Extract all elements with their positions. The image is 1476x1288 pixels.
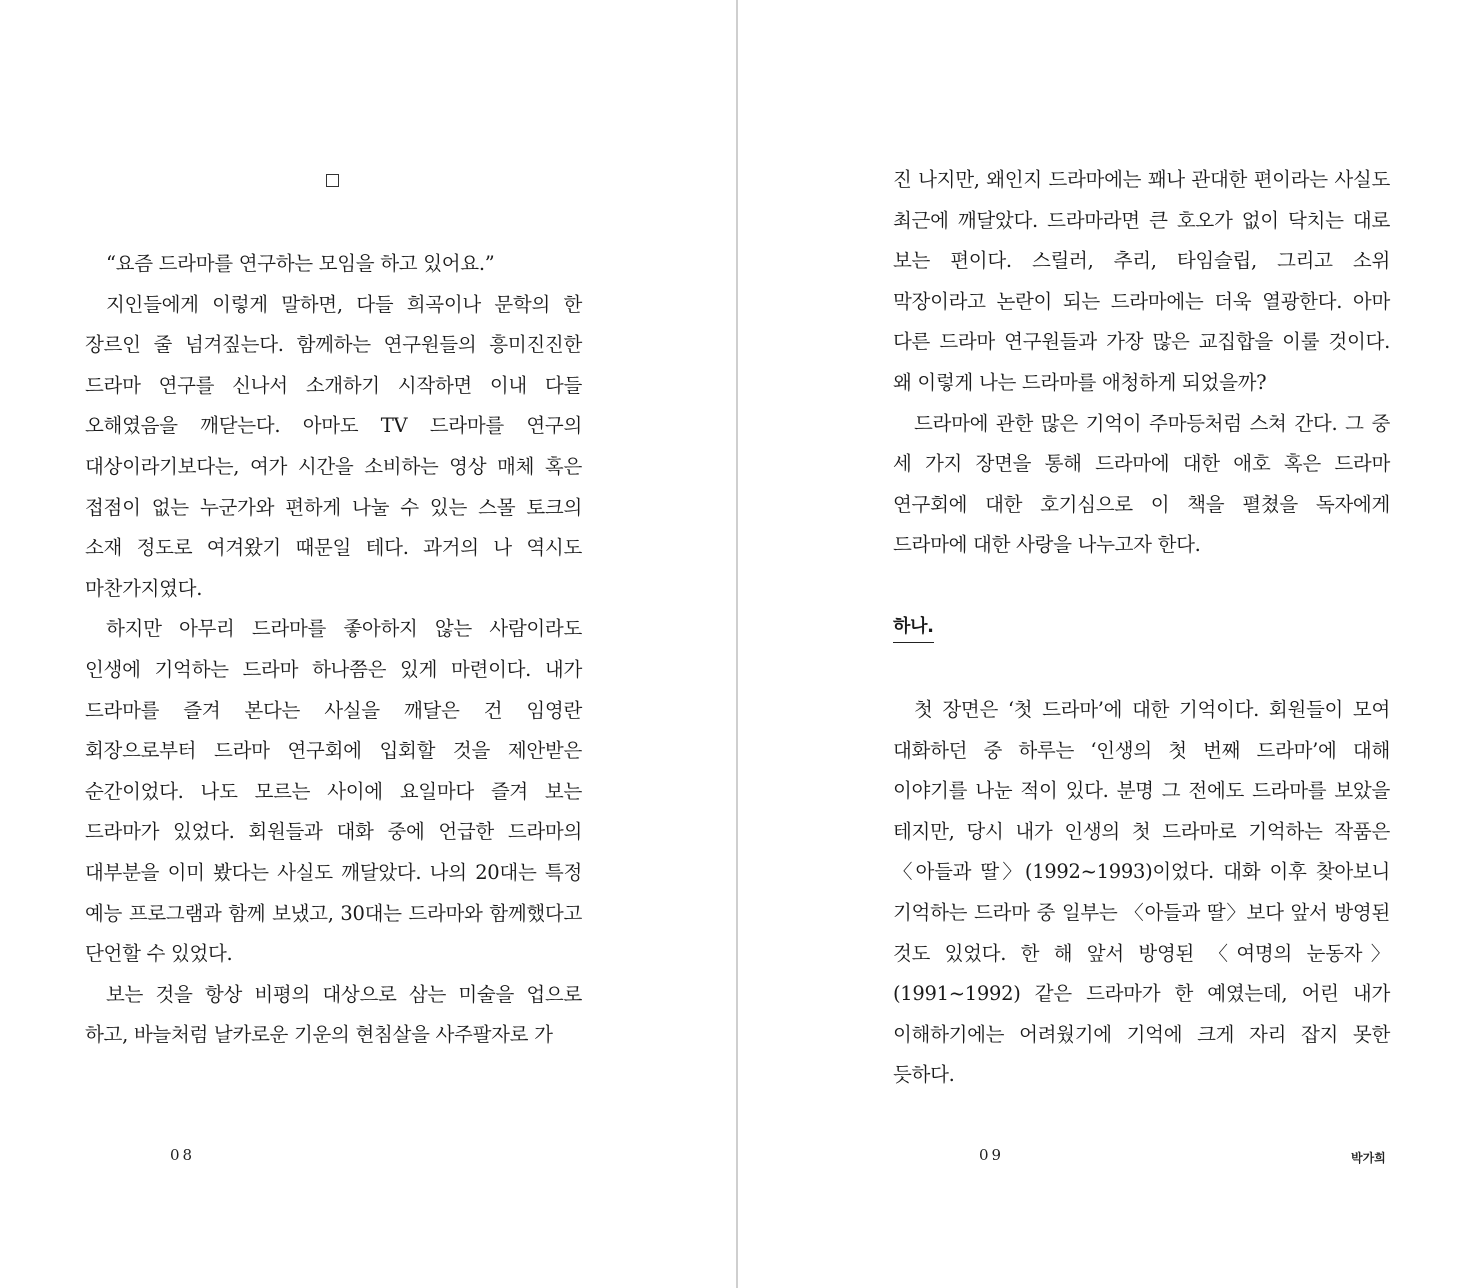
paragraph: 첫 장면은 ‘첫 드라마’에 대한 기억이다. 회원들이 모여 대화하던 중 하루는 ‘인생의 첫 번째 드라마’에 대해 이야기를 나눈 적이 있다. 분명 그 전에도 드라마를 보았을 테지만, 당시 내가 인생의 첫 드라마로 기억하는 작품은 〈아들과 딸〉(1992~1993)이었다. 대화 이후 찾아보니 기억하는 드라마 중 일부는 〈아들과 딸〉보다 앞서 방영된 것도 있었다. 한 해 앞서 방영된 〈여명의 눈동자〉(1991~1992) 같은 드라마가 한 예였는데, 어린 내가 이해하기에는 어려웠기에 기억에 크게 자리 잡지 못한 듯하다. — [893, 698, 1390, 1087]
paragraph: 드라마에 관한 많은 기억이 주마등처럼 스쳐 간다. 그 중 세 가지 장면을 통해 드라마에 대한 애호 혹은 드라마 연구회에 대한 호기심으로 이 책을 펼쳤을 독자에게 드라마에 대한 사랑을 나누고자 한다. — [893, 411, 1390, 557]
page-number-right: 09 — [979, 1146, 1005, 1164]
paragraph: 진 나지만, 왜인지 드라마에는 꽤나 관대한 편이라는 사실도 최근에 깨달았다. 드라마라면 큰 호오가 없이 닥치는 대로 보는 편이다. 스릴러, 추리, 타임슬립, 그리고 소위 막장이라고 논란이 되는 드라마에는 더욱 열광한다. 아마 다른 드라마 연구원들과 가장 많은 교집합을 이룰 것이다. 왜 이렇게 나는 드라마를 애청하게 되었을까? — [893, 168, 1390, 394]
paragraph: 하지만 아무리 드라마를 좋아하지 않는 사람이라도 인생에 기억하는 드라마 하나쯤은 있게 마련이다. 내가 드라마를 즐겨 본다는 사실을 깨달은 건 임영란 회장으로부터 드라마 연구회에 입회할 것을 제안받은 순간이었다. 나도 모르는 사이에 요일마다 즐겨 보는 드라마가 있었다. 회원들과 대화 중에 언급한 드라마의 대부분을 이미 봤다는 사실도 깨달았다. 나의 20대는 특정 예능 프로그램과 함께 보냈고, 30대는 드라마와 함께했다고 단언할 수 있었다. — [85, 617, 582, 966]
section-heading: 하나. — [893, 612, 934, 643]
running-author: 박가희 — [1351, 1151, 1386, 1165]
left-page-body — [85, 244, 582, 1056]
left-page — [0, 0, 737, 1288]
paragraph: 보는 것을 항상 비평의 대상으로 삼는 미술을 업으로 하고, 바늘처럼 날카로운 기운의 현침살을 사주팔자로 가 — [85, 982, 582, 1047]
right-page — [739, 0, 1476, 1288]
section-break-square-icon — [326, 174, 339, 187]
paragraph: 지인들에게 이렇게 말하면, 다들 희곡이나 문학의 한 장르인 줄 넘겨짚는다. 함께하는 연구원들의 흥미진진한 드라마 연구를 신나서 소개하기 시작하면 이내 다들 오해였음을 깨닫는다. 아마도 TV 드라마를 연구의 대상이라기보다는, 여가 시간을 소비하는 영상 매체 혹은 접점이 없는 누군가와 편하게 나눌 수 있는 스몰 토크의 소재 정도로 여겨왔기 때문일 테다. 과거의 나 역시도 마찬가지였다. — [85, 292, 582, 600]
opening-quote: “요즘 드라마를 연구하는 모임을 하고 있어요.” — [106, 252, 495, 275]
right-page-body-bottom — [893, 690, 1390, 1096]
right-page-body-top — [893, 160, 1390, 566]
page-number-left: 08 — [170, 1146, 196, 1164]
